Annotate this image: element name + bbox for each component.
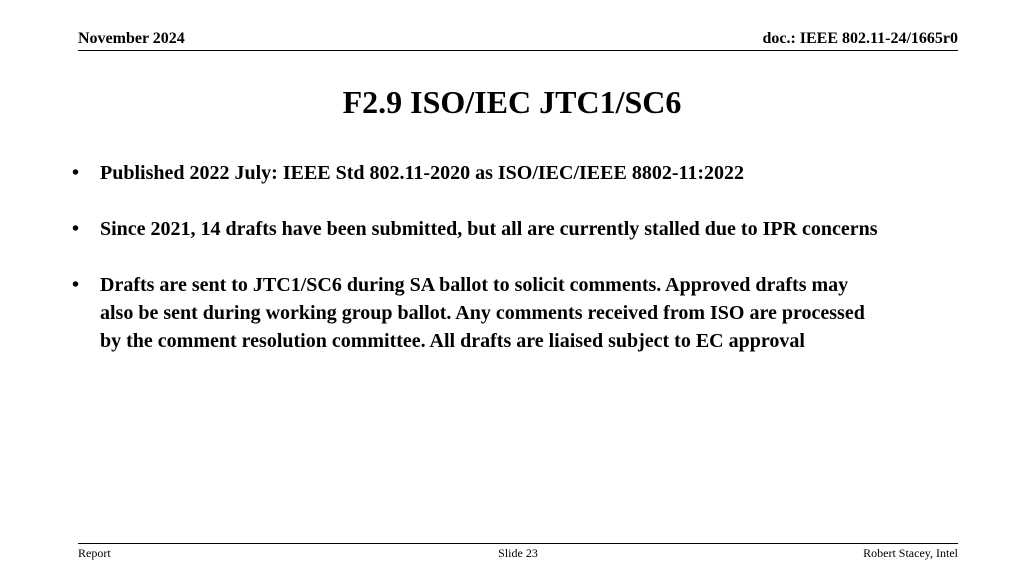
- footer-slide-number: Slide 23: [498, 546, 538, 560]
- footer-divider: [78, 543, 958, 544]
- bullet-marker: •: [72, 218, 80, 240]
- bullet-item: [72, 159, 942, 187]
- bullet-text: Since 2021, 14 drafts have been submitted, but all are currently stalled due to IPR concerns: [100, 218, 878, 240]
- header-date: November 2024: [78, 30, 185, 47]
- footer-left: Report: [78, 546, 111, 560]
- bullet-item: [72, 271, 942, 355]
- bullet-list: [72, 159, 942, 355]
- slide-footer: [78, 546, 958, 562]
- slide-title: F2.9 ISO/IEC JTC1/SC6: [342, 84, 682, 120]
- footer-author: Robert Stacey, Intel: [863, 546, 958, 560]
- header-divider: [78, 50, 958, 51]
- bullet-text: Published 2022 July: IEEE Std 802.11-2020 as ISO/IEC/IEEE 8802-11:2022: [100, 162, 745, 184]
- bullet-marker: •: [72, 162, 80, 184]
- slide-header: [78, 30, 958, 50]
- bullet-text: Drafts are sent to JTC1/SC6 during SA ballot to solicit comments. Approved drafts may also be sent during working group ballot. Any comments received from ISO are processed by the comment resolution committee. All drafts are liaised subject to EC approval: [100, 274, 865, 352]
- header-doc-id: doc.: IEEE 802.11-24/1665r0: [762, 30, 958, 47]
- bullet-marker: •: [72, 274, 80, 296]
- bullet-item: [72, 215, 942, 243]
